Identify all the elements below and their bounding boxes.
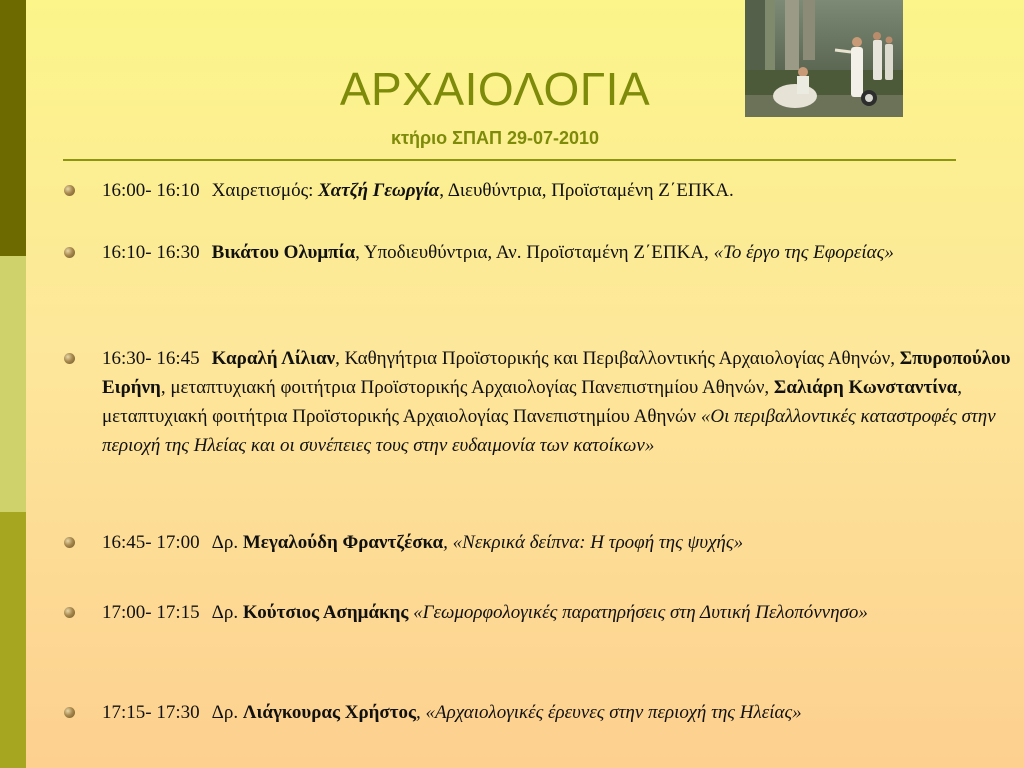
talk-title: , «Νεκρικά δείπνα: Η τροφή της ψυχής» xyxy=(443,532,744,553)
accent-bar-middle xyxy=(0,256,26,512)
bullet-icon xyxy=(64,707,75,718)
schedule-time: 16:30- 16:45 xyxy=(102,348,200,369)
schedule-time: 16:00- 16:10 xyxy=(102,180,200,201)
talk-title: «Το έργο της Εφορείας» xyxy=(713,242,894,263)
speaker-name: Βικάτου Ολυμπία xyxy=(211,242,356,263)
schedule-text: , Υποδιευθύντρια, Αν. Προϊσταμένη Ζ΄ΕΠΚΑ, xyxy=(355,242,714,263)
schedule-item xyxy=(62,238,1024,267)
schedule-time: 16:45- 17:00 xyxy=(102,532,200,553)
schedule-text: Δρ. xyxy=(211,532,243,553)
schedule-item xyxy=(62,698,1024,727)
bullet-icon xyxy=(64,247,75,258)
schedule-item xyxy=(62,528,1024,557)
bullet-icon xyxy=(64,185,75,196)
schedule-text: Χαιρετισμός: xyxy=(211,180,319,201)
page-subtitle: κτήριο ΣΠΑΠ 29-07-2010 xyxy=(390,128,600,148)
speaker-name: Χατζή Γεωργία xyxy=(318,180,440,201)
talk-title: «Οι περιβαλλοντικές καταστροφές στην περιοχή της Ηλείας και οι συνέπειες τους στην ευδαιμονία των κατοίκων» xyxy=(102,406,996,456)
speaker-name: Μεγαλούδη Φραντζέσκα xyxy=(242,532,444,553)
talk-title: «Γεωμορφολογικές παρατηρήσεις στη Δυτική Πελοπόννησο» xyxy=(408,602,868,623)
schedule-text: Δρ. xyxy=(211,702,243,723)
schedule-text: , μεταπτυχιακή φοιτήτρια Προϊστορικής Αρχαιολογίας Πανεπιστημίου Αθηνών xyxy=(102,377,962,427)
schedule-time: 17:00- 17:15 xyxy=(102,602,200,623)
schedule-time: 17:15- 17:30 xyxy=(102,702,200,723)
schedule-item xyxy=(62,344,1024,460)
speaker-name: Σαλιάρη Κωνσταντίνα xyxy=(773,377,958,398)
page-title: ΑΡΧΑΙΟΛΟΓΙΑ xyxy=(339,63,651,115)
speaker-name: Κούτσιος Ασημάκης xyxy=(242,602,409,623)
bullet-icon xyxy=(64,353,75,364)
schedule-time: 16:10- 16:30 xyxy=(102,242,200,263)
speaker-name: Καραλή Λίλιαν xyxy=(211,348,336,369)
schedule-text: , Διευθύντρια, Προϊσταμένη Ζ΄ΕΠΚΑ. xyxy=(439,180,734,201)
schedule-text: Δρ. xyxy=(211,602,243,623)
schedule-text: , μεταπτυχιακή φοιτήτρια Προϊστορικής Αρχαιολογίας Πανεπιστημίου Αθηνών, xyxy=(160,377,774,398)
talk-title: , «Αρχαιολογικές έρευνες στην περιοχή της Ηλείας» xyxy=(416,702,802,723)
speaker-name: Λιάγκουρας Χρήστος xyxy=(242,702,417,723)
bullet-icon xyxy=(64,537,75,548)
accent-bar-bottom xyxy=(0,512,26,768)
title-divider xyxy=(63,159,956,161)
speaker-name: Σπυροπούλου Ειρήνη xyxy=(102,348,1011,398)
schedule-text: , Καθηγήτρια Προϊστορικής και Περιβαλλοντικής Αρχαιολογίας Αθηνών, xyxy=(335,348,900,369)
schedule-item xyxy=(62,176,1024,205)
schedule-item xyxy=(62,598,1024,627)
bullet-icon xyxy=(64,607,75,618)
